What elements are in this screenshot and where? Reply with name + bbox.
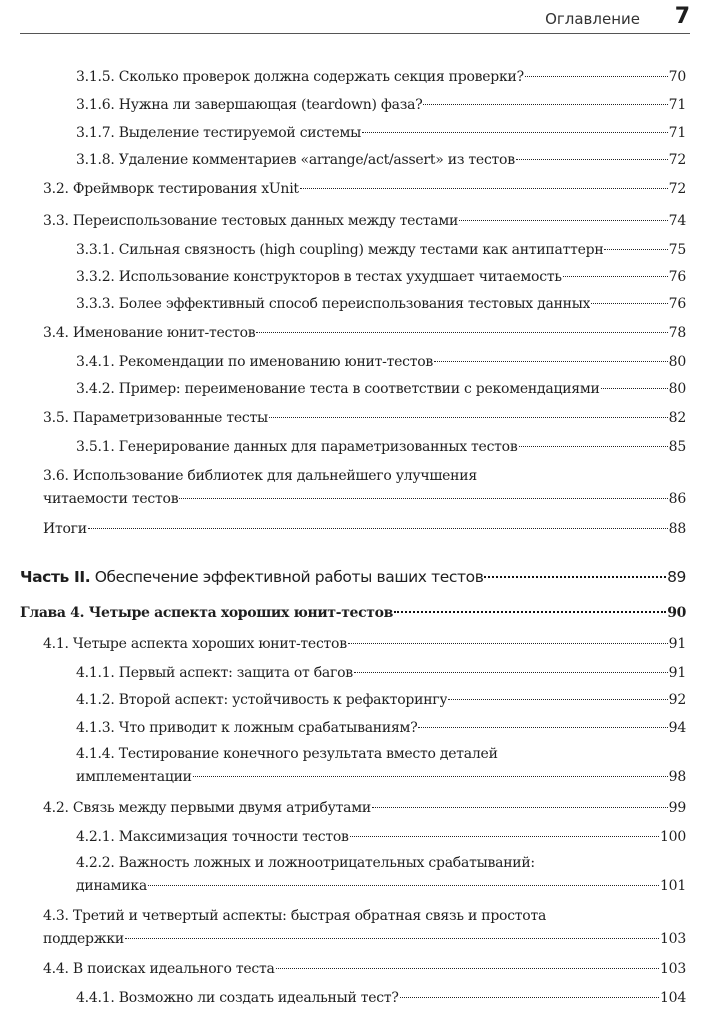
dot-leader — [484, 576, 666, 578]
toc-entry[interactable] — [43, 407, 686, 430]
dot-leader — [519, 446, 668, 447]
toc-entry-page: 99 — [668, 800, 686, 816]
dot-leader — [300, 188, 668, 189]
toc-entry-page: 90 — [667, 605, 686, 621]
toc-entry-title: 4.2.1. Максимизация точности тестов — [76, 829, 349, 845]
dot-leader — [400, 997, 659, 998]
dot-leader — [372, 807, 668, 808]
toc-entry-title: 3.3. Переиспользование тестовых данных между тестами — [43, 213, 459, 229]
toc-entry[interactable] — [43, 958, 686, 981]
page-number: 7 — [674, 4, 690, 29]
toc-entry[interactable] — [76, 266, 686, 289]
toc-entry-page: 104 — [660, 990, 686, 1006]
toc-entry-title: имплементации — [76, 769, 192, 785]
toc-entry-title: 3.5.1. Генерирование данных для параметризованных тестов — [76, 439, 518, 455]
toc-entry[interactable] — [76, 826, 686, 849]
toc-entry-title: 3.1.8. Удаление комментариев «arrange/act/assert» из тестов — [76, 152, 515, 168]
dot-leader — [269, 417, 668, 418]
toc-entry-title-line1: 4.3. Третий и четвертый аспекты: быстрая обратная связь и простота — [43, 908, 547, 924]
toc-entry-title: 3.5. Параметризованные тесты — [43, 410, 268, 426]
toc-entry-page: 101 — [660, 878, 686, 894]
toc-entry-page: 75 — [668, 242, 686, 258]
toc-entry-title: 3.3.3. Более эффективный способ переиспользования тестовых данных — [76, 296, 591, 312]
toc-entry-title: 4.1.1. Первый аспект: защита от багов — [76, 665, 353, 681]
dot-leader — [256, 332, 667, 333]
dot-leader — [394, 611, 666, 613]
toc-entry-page: 91 — [668, 665, 686, 681]
dot-leader — [354, 672, 668, 673]
toc-entry-title: динамика — [76, 878, 147, 894]
toc-entry-page: 80 — [668, 381, 686, 397]
toc-entry[interactable] — [76, 852, 686, 898]
toc-entry-title-line1: 4.2.2. Важность ложных и ложноотрицательных срабатываний: — [76, 855, 535, 871]
toc-entry-title: 4.1.2. Второй аспект: устойчивость к рефакторингу — [76, 692, 448, 708]
toc-entry-title: читаемости тестов — [43, 491, 179, 507]
toc-part-entry[interactable] — [20, 566, 686, 589]
dot-leader — [525, 76, 668, 77]
toc-entry[interactable] — [76, 662, 686, 685]
toc-entry-title: 3.2. Фреймворк тестирования xUnit — [43, 181, 299, 197]
toc-entry-title-line1: 4.1.4. Тестирование конечного результата вместо деталей — [76, 746, 498, 762]
toc-entry[interactable] — [76, 717, 686, 740]
dot-leader — [179, 498, 667, 499]
toc-entry-title: 3.1.6. Нужна ли завершающая (teardown) фаза? — [76, 97, 423, 113]
toc-entry-title: Обеспечение эффективной работы ваших тестов — [94, 568, 484, 586]
toc-entry[interactable] — [76, 378, 686, 401]
toc-entry-page: 88 — [668, 521, 686, 537]
dot-leader — [418, 727, 667, 728]
toc-entry-title-line1: 3.6. Использование библиотек для дальнейшего улучшения — [43, 468, 477, 484]
toc-entry-title: 4.1.3. Что приводит к ложным срабатываниям? — [76, 720, 418, 736]
toc-entry-page: 98 — [668, 769, 686, 785]
toc-entry-title: 4.2. Связь между первыми двумя атрибутами — [43, 800, 371, 816]
toc-entry-title: поддержки — [43, 931, 124, 947]
toc-entry-page: 76 — [668, 269, 686, 285]
toc-entry[interactable] — [43, 465, 686, 511]
toc-entry[interactable] — [76, 122, 686, 145]
toc-entry[interactable] — [43, 518, 686, 541]
dot-leader — [423, 104, 667, 105]
toc-entry-page: 72 — [668, 152, 686, 168]
toc-entry[interactable] — [76, 149, 686, 172]
toc-entry-page: 92 — [668, 692, 686, 708]
dot-leader — [276, 968, 659, 969]
toc-entry-page: 76 — [668, 296, 686, 312]
toc-entry-title: 3.4. Именование юнит-тестов — [43, 325, 256, 341]
dot-leader — [88, 528, 668, 529]
dot-leader — [434, 361, 668, 362]
toc-entry[interactable] — [76, 743, 686, 789]
toc-entry[interactable] — [76, 293, 686, 316]
header-title: Оглавление — [545, 10, 640, 28]
toc-entry[interactable] — [43, 178, 686, 201]
toc-entry[interactable] — [43, 322, 686, 345]
toc-entry[interactable] — [76, 987, 686, 1010]
toc-entry-page: 89 — [667, 568, 686, 586]
dot-leader — [362, 132, 668, 133]
toc-entry-page: 70 — [668, 69, 686, 85]
dot-leader — [516, 159, 668, 160]
part-label: Часть II. — [20, 568, 91, 586]
toc-entry-page: 78 — [668, 325, 686, 341]
dot-leader — [459, 220, 668, 221]
dot-leader — [348, 643, 668, 644]
toc-entry-title: 3.3.1. Сильная связность (high coupling) между тестами как антипаттерн — [76, 242, 604, 258]
toc-entry[interactable] — [76, 66, 686, 89]
toc-entry[interactable] — [43, 797, 686, 820]
toc-entry[interactable] — [43, 905, 686, 951]
toc-entry-page: 72 — [668, 181, 686, 197]
dot-leader — [604, 249, 667, 250]
toc-entry[interactable] — [43, 210, 686, 233]
dot-leader — [563, 276, 668, 277]
toc-entry-title: 3.1.7. Выделение тестируемой системы — [76, 125, 362, 141]
dot-leader — [448, 699, 667, 700]
toc-entry[interactable] — [76, 94, 686, 117]
toc-entry-page: 82 — [668, 410, 686, 426]
dot-leader — [125, 938, 659, 939]
toc-entry-page: 86 — [668, 491, 686, 507]
toc-entry-title: 4.4. В поисках идеального теста — [43, 961, 275, 977]
toc-entry-page: 74 — [668, 213, 686, 229]
dot-leader — [601, 388, 668, 389]
toc-entry-title: 3.1.5. Сколько проверок должна содержать секция проверки? — [76, 69, 524, 85]
toc-entry-page: 80 — [668, 354, 686, 370]
toc-entry[interactable] — [76, 689, 686, 712]
toc-entry-page: 85 — [668, 439, 686, 455]
toc-entry[interactable] — [76, 351, 686, 374]
toc-entry-title: 3.3.2. Использование конструкторов в тестах ухудшает читаемость — [76, 269, 562, 285]
toc-entry-page: 91 — [668, 636, 686, 652]
toc-entry-page: 100 — [660, 829, 686, 845]
dot-leader — [350, 836, 659, 837]
toc-entry-page: 71 — [668, 97, 686, 113]
toc-entry-page: 103 — [660, 961, 686, 977]
toc-entry[interactable] — [43, 633, 686, 656]
toc-chapter-entry[interactable] — [20, 602, 686, 625]
toc-entry-title: 4.1. Четыре аспекта хороших юнит-тестов — [43, 636, 347, 652]
toc-entry[interactable] — [76, 436, 686, 459]
toc-entry-title: 4.4.1. Возможно ли создать идеальный тест? — [76, 990, 399, 1006]
dot-leader — [591, 303, 667, 304]
toc-entry-title: 3.4.1. Рекомендации по именованию юнит-тестов — [76, 354, 434, 370]
dot-leader — [193, 776, 668, 777]
toc-entry-title: Итоги — [43, 521, 87, 537]
toc-entry-page: 94 — [668, 720, 686, 736]
toc-entry-page: 71 — [668, 125, 686, 141]
toc-entry-page: 103 — [660, 931, 686, 947]
toc-entry-title: Глава 4. Четыре аспекта хороших юнит-тестов — [20, 605, 393, 621]
toc-entry[interactable] — [76, 239, 686, 262]
dot-leader — [148, 885, 659, 886]
toc-entry-title: 3.4.2. Пример: переименование теста в соответствии с рекомендациями — [76, 381, 600, 397]
